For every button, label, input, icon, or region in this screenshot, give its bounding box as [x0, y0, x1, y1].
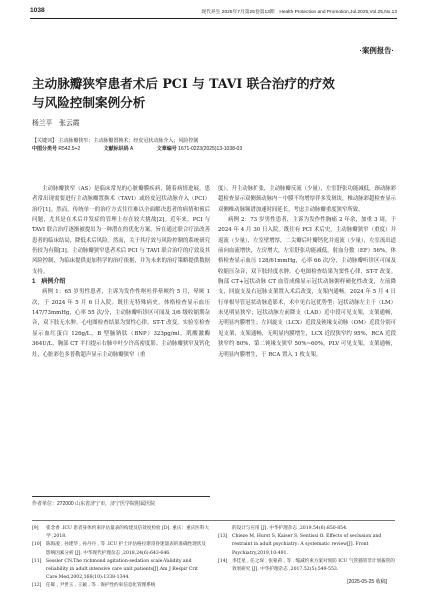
case1-continued: 度），升主动脉扩张，主动脉瓣反流（少量），左室舒张功能减低。颈动脉彩超检查显示双侧颈动脉内－中膜不均增厚伴多发斑块，椎动脉彩超检查显示双侧椎动脉频谱加速时间延长，考虑主动脉瓣重度狭窄所致。	[218, 186, 396, 213]
clc-label: 中图分类号	[32, 145, 58, 152]
clc-value: R542.5+2	[58, 145, 81, 152]
intro-paragraph: 主动脉瓣狭窄（AS）是临床常见的心脏瓣膜疾病，随着病情进展，患者常出现需要进行主动脉瓣置换术（TAVI）或经皮冠状动脉介入（PCI）治疗[1]。然而，传统单一的治疗方式往往难以全面解决患者的病情和预后问题，尤其是在术后并发症的管理上存在较大挑战[2]。近年来，PCI 与 TAVI 联合治疗逐渐被提出为一种潜在的优化方案，旨在通过联合疗法改善患者的临床结局，降低术后风险。然而，关于其疗效与风险控制的系统研究仍较为有限[3]。主动脉瓣狭窄患者术后 PCI 与 TAVI 联合治疗的疗效及其风险控制，为临床提供更加科学的治疗依据，并为未来的治疗策略提供数据支持。	[32, 186, 210, 275]
right-column	[218, 184, 396, 360]
section-label: ·案例报告·	[359, 46, 394, 55]
article-meta	[32, 138, 402, 153]
references-divider	[32, 520, 395, 521]
reference-item: [10] 陈海凌 , 孙建华 , 孙丹丹 , 等 .ICU 护士评估格拉斯哥昏迷量表的准确性现状及影响因素分析 [J]. 中华现代护理杂志 ,2018,24(6):643-646.	[32, 542, 206, 556]
reference-item: [13] Chieze M, Hurst S, Kaiser S, Sentissi O. Effects of seclusion and restraint in adult psychiatry: A systematic review[J]. Front Psychiatry,2019,10:491.	[218, 534, 382, 556]
references-right	[218, 525, 396, 574]
received-date: [2025-05-25 收稿]	[347, 579, 387, 585]
author-affiliation: 作者单位：272000 山东省济宁市，济宁医学院附属医院	[32, 496, 210, 508]
article-no-label: 文章编号	[156, 145, 177, 152]
reference-item: [9] 崔念香 .ICU 患者身体约束评估量表的构建及信效度检验 [D]. 重庆：重庆医科大学 ,2018.	[32, 526, 210, 540]
reference-item: 的设计与应用 [J]. 中华护理杂志 ,2019,54(6):850-854.	[232, 526, 348, 531]
references-left	[32, 525, 210, 591]
reference-item: [12] 任晖 , 尹世玉 , 王颖 , 等 . 保护性约束信息化管理系统	[32, 583, 156, 589]
title-line: 与风险控制案例分析	[32, 95, 146, 110]
left-column	[32, 184, 210, 360]
case2-paragraph: 病例 2：73 岁男性患者，主诉为发作性胸痛 2 年余，加重 3 周，于 2024 年 4 月 30 日入院。既往有 PCI 术后史，主动脉瓣狭窄（重度）并返流（少量），左室壁增厚，二尖瓣后叶瓣钙化并返流（少量），左室流出道前向血流增快，左房增大，左室舒张功能减低，射血分数（EF）56%。体格检查显示血压 128/61mmHg，心率 66 次/分，主动脉瓣听诊区可闻及收缩压杂音，双下肢轻度水肿。心电图检查结果为窦性心律，ST-T 改变。胸部 CT+冠状动脉 CT 血管成像显示冠状动脉粥样硬化性改变，左前降支、回旋支及右冠脉支架置入术后改变，支架内通畅。2024 年 5 月 4 日行单根导管冠状动脉造影术，术中见右冠优势型：冠状动脉左主干（LM）未见明显狭窄；冠状动脉左前降支（LAD）近中段可见支架，支架通畅，无明显内膜增生；左回旋支（LCX）近段及钝缘支动脉（OM）近段分别可见支架，支架通畅，无明显内膜增生，LCX 近段狭窄约 95%，RCA 近段狭窄约 80%，第二钝缘支狭窄 50%~60%，PLV 可见支架，支架通畅，无明显内膜增生，于 RCA 置入 1 枚支架。	[218, 217, 396, 358]
keywords: 【关键词】 主动脉瓣狭窄；主动脉瓣置换术；经皮冠状动脉介入；风险控制	[32, 138, 199, 144]
doc-code-label: 文献标识码	[103, 145, 129, 152]
section-heading: 1 病例介绍	[32, 279, 66, 286]
reference-item: [14] 李佳星 , 任之琛 , 张蒙莉 , 等 . 缩减约束方案对预防 ICU 气管插管非计划拔管的效果研究 [J]. 中华护理杂志 ,2017,52(5):549-553.	[218, 558, 395, 573]
case1-paragraph: 病例 1：65 岁男性患者，主诉为发作性呕吐伴晕厥约 5 月，晕厥 1 次，于 2024 年 5 月 6 日入院。既往无特殊病史。体格检查显示血压 147/73mmHg，心率 55 次/分，主动脉瓣听诊区可闻及 3/6 级收缩期杂音，双下肢无水肿。心电图检查结果为窦性心律，ST-T 改变。实验室检查显示血红蛋白 126g/L，B 型脑钠肽（BNP）323pg/ml，肌酸激酶 364U/L，胸部 CT 平扫提示右肺中叶少许高密度影。主动脉瓣狭窄及钙化灶，心脏彩色多普勒超声显示主动脉瓣狭窄（重	[32, 289, 210, 358]
article-no-value: 1671-0223(2025)13-1038-03	[178, 145, 243, 152]
header-rule	[30, 18, 397, 19]
page-number: 1038	[30, 7, 45, 14]
doc-code-value: A	[130, 145, 134, 152]
reference-item: [11] Sessler CN.The richmond agitation-sedation scale:Validity and reliability in adult intensive care unit patients[J].Am J Respir Crit Care Med,2002,166(10):1338-1344.	[32, 558, 198, 581]
article-title	[32, 74, 402, 112]
classification-row	[32, 146, 402, 154]
author-names: 杨兰平 张云霞	[32, 120, 80, 127]
journal-info: 现代养生 2025年7月第25卷第13期 Health Protection and Promotion,Jul.2025,Vol.25,No.13	[201, 10, 397, 15]
title-line: 主动脉瓣狭窄患者术后 PCI 与 TAVI 联合治疗的疗效	[32, 76, 335, 91]
